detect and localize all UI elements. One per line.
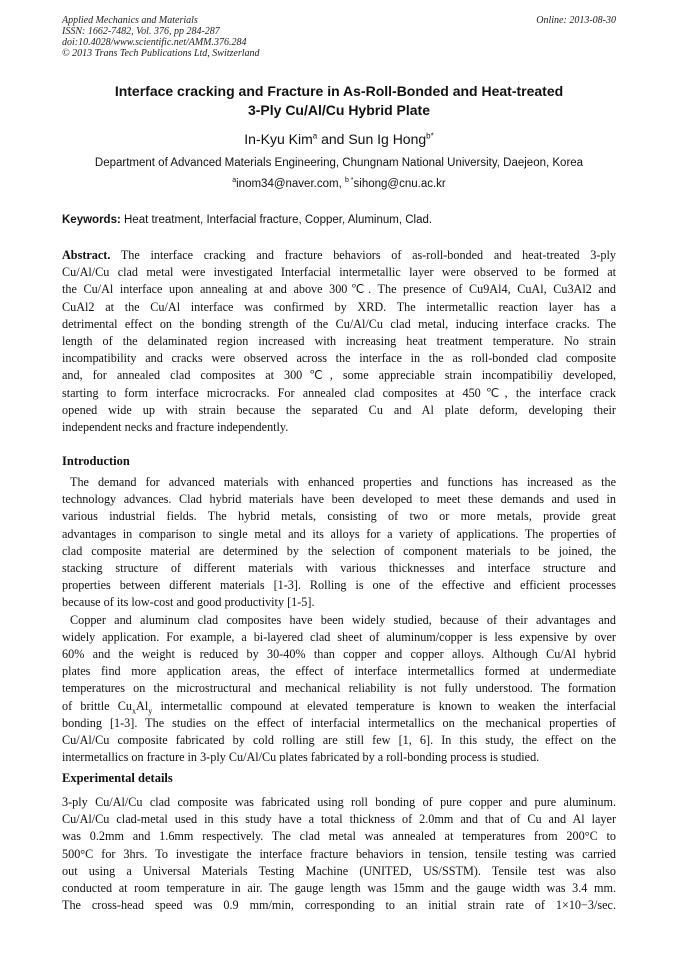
intro-line: temperatures on the microstructural and mechanical reliability is not fully understood. The formation bbox=[62, 681, 616, 696]
intro-line: technology advances. Clad hybrid materials have been developed to meet these demands and used in bbox=[62, 492, 616, 507]
doi-line[interactable]: doi:10.4028/www.scientific.net/AMM.376.284 bbox=[62, 37, 247, 48]
exp-line: was 0.2mm and 1.6mm respectively. The clad metal was annealed at temperatures from 200°C to bbox=[62, 829, 616, 844]
abstract-line bbox=[62, 247, 616, 264]
author-emails bbox=[62, 177, 616, 192]
formula-pre: of brittle Cu bbox=[62, 698, 133, 713]
email-b-mark: b * bbox=[344, 177, 354, 185]
author-1-affil-mark: a bbox=[312, 131, 318, 141]
abstract bbox=[62, 247, 616, 436]
intro-line: intermetallics on fracture in 3-ply Cu/Al/Cu plates fabricated by a roll-bonding process is studied. bbox=[62, 750, 540, 765]
abstract-line-text: The interface cracking and fracture behaviors of as-roll-bonded and heat-treated 3-ply bbox=[110, 248, 616, 262]
keywords-text: Heat treatment, Interfacial fracture, Copper, Aluminum, Clad. bbox=[120, 214, 433, 226]
author-list bbox=[62, 130, 616, 148]
exp-line: Cu/Al/Cu clad-metal used in this study have a total thickness of 2.0mm and that of Cu and Al layer bbox=[62, 812, 616, 827]
abstract-line: incompatibility and cracks were observed across the interface in the as roll-bonded clad composite bbox=[62, 351, 616, 366]
title-line-1: Interface cracking and Fracture in As-Roll-Bonded and Heat-treated bbox=[114, 83, 564, 99]
introduction-heading: Introduction bbox=[62, 454, 130, 468]
author-2: Sun Ig Hong bbox=[348, 131, 427, 147]
abstract-line: opened wide up with strain because the separated Cu and Al plate deform, developing their bbox=[62, 402, 616, 417]
affiliation: Department of Advanced Materials Engineering, Chungnam National University, Daejeon, Korea bbox=[94, 157, 584, 169]
intro-line: The demand for advanced materials with enhanced properties and functions has increased as the bbox=[70, 475, 616, 489]
abstract-line: independent necks and fracture independently. bbox=[62, 420, 289, 435]
title-line-2: 3-Ply Cu/Al/Cu Hybrid Plate bbox=[247, 102, 431, 118]
abstract-line: Cu/Al/Cu clad metal were investigated Interfacial intermetallic layer were observed to be formed at bbox=[62, 265, 616, 280]
intro-line-formula bbox=[62, 698, 616, 715]
author-conjunction: and bbox=[317, 131, 349, 147]
exp-line: out using a Universal Materials Testing Machine (UNITED, US/SSTM). Tensile test was also bbox=[62, 863, 616, 878]
abstract-line: starting to form interface microcracks. For annealed clad composites at 450℃, the interface crack bbox=[62, 385, 616, 400]
intro-line: bonding [1-3]. The studies on the effect of interfacial intermetallics on the mechanical properties of bbox=[62, 715, 616, 730]
keywords-label: Keywords: bbox=[62, 214, 121, 226]
copyright-line: © 2013 Trans Tech Publications Ltd, Switzerland bbox=[62, 48, 260, 59]
formula-mid: Al bbox=[136, 698, 149, 713]
intro-line: clad composite material are determined by the selection of component materials to be joined, the bbox=[62, 543, 616, 558]
abstract-line: and, for annealed clad composites at 300℃, some appreciable strain incompatibiliy developed, bbox=[62, 368, 616, 383]
issn-line[interactable]: ISSN: 1662-7482, Vol. 376, pp 284-287 bbox=[62, 26, 220, 37]
formula-sub-x: x bbox=[132, 706, 137, 716]
email-a[interactable]: inom34@naver.com, bbox=[236, 178, 342, 190]
journal-header bbox=[62, 15, 616, 59]
intro-line: widely application. For example, a bi-layered clad sheet of aluminum/copper is less expensive by over bbox=[62, 629, 616, 644]
exp-line: 500°C for 3hrs. To investigate the interface fracture behaviors in tension, tensile testing was carried bbox=[62, 846, 616, 861]
email-a-mark: a bbox=[232, 177, 237, 185]
intro-line: Cu/Al/Cu composite fabricated by cold rolling are still few [1, 6]. In this study, the effect on the bbox=[62, 733, 616, 748]
abstract-line: length of the delaminated region increased with increasing heat treatment temperature. No strain bbox=[62, 334, 616, 349]
intro-line: Copper and aluminum clad composites have been widely studied, because of their advantages and bbox=[70, 612, 616, 627]
abstract-line: detrimental effect on the bonding strength of the Cu/Al/Cu clad metal, inducing interface cracks. The bbox=[62, 316, 616, 331]
formula-sub-y: y bbox=[148, 706, 153, 716]
paper-title bbox=[62, 82, 616, 120]
online-date: Online: 2013-08-30 bbox=[536, 15, 616, 26]
introduction-body bbox=[62, 474, 616, 766]
journal-name: Applied Mechanics and Materials bbox=[62, 15, 198, 26]
intro-line: because of its low-cost and good productivity [1-5]. bbox=[62, 595, 315, 610]
abstract-label: Abstract. bbox=[62, 248, 111, 262]
email-b[interactable]: sihong@cnu.ac.kr bbox=[353, 178, 446, 190]
experimental-body bbox=[62, 794, 616, 914]
intro-line: advantages in comparison to single metal and its alloys for a variety of applications. The properties of bbox=[62, 526, 616, 541]
exp-line: conducted at room temperature in air. The gauge length was 15mm and the gauge width was 3.4 mm. bbox=[62, 881, 616, 896]
intro-line: stacking structure of different materials with various thicknesses and interface structure and bbox=[62, 561, 616, 576]
intro-line: properties between different materials [1-3]. Rolling is one of the effective and efficient processes bbox=[62, 578, 616, 593]
intro-line: various industrial fields. The hybrid metals, consisting of two or more metals, provide great bbox=[62, 509, 616, 524]
experimental-heading: Experimental details bbox=[62, 771, 173, 785]
intro-line: plates find more application areas, the effect of interface intermetallics formed at undermediate bbox=[62, 664, 616, 679]
author-1: In-Kyu Kim bbox=[244, 131, 313, 147]
intro-line: 60% and the weight is reduced by 30-40% than copper and copper alloys. Although Cu/Al hybrid bbox=[62, 647, 616, 662]
author-2-affil-mark: b* bbox=[426, 131, 434, 141]
exp-line: The cross-head speed was 0.9 mm/min, corresponding to an initial strain rate of 1×10−3/sec. bbox=[62, 898, 616, 913]
exp-line: 3-ply Cu/Al/Cu clad composite was fabricated using roll bonding of pure copper and pure aluminum. bbox=[62, 795, 616, 809]
formula-post: intermetallic compound at elevated temperature is known to weaken the interfacial bbox=[152, 698, 616, 713]
keywords bbox=[62, 213, 616, 228]
abstract-line: CuAl2 at the Cu/Al interface was confirmed by XRD. The intermetallic reaction layer has a bbox=[62, 299, 616, 314]
abstract-line: the Cu/Al interface upon annealing at and above 300℃. The presence of Cu9Al4, CuAl, Cu3Al2 and bbox=[62, 282, 616, 297]
